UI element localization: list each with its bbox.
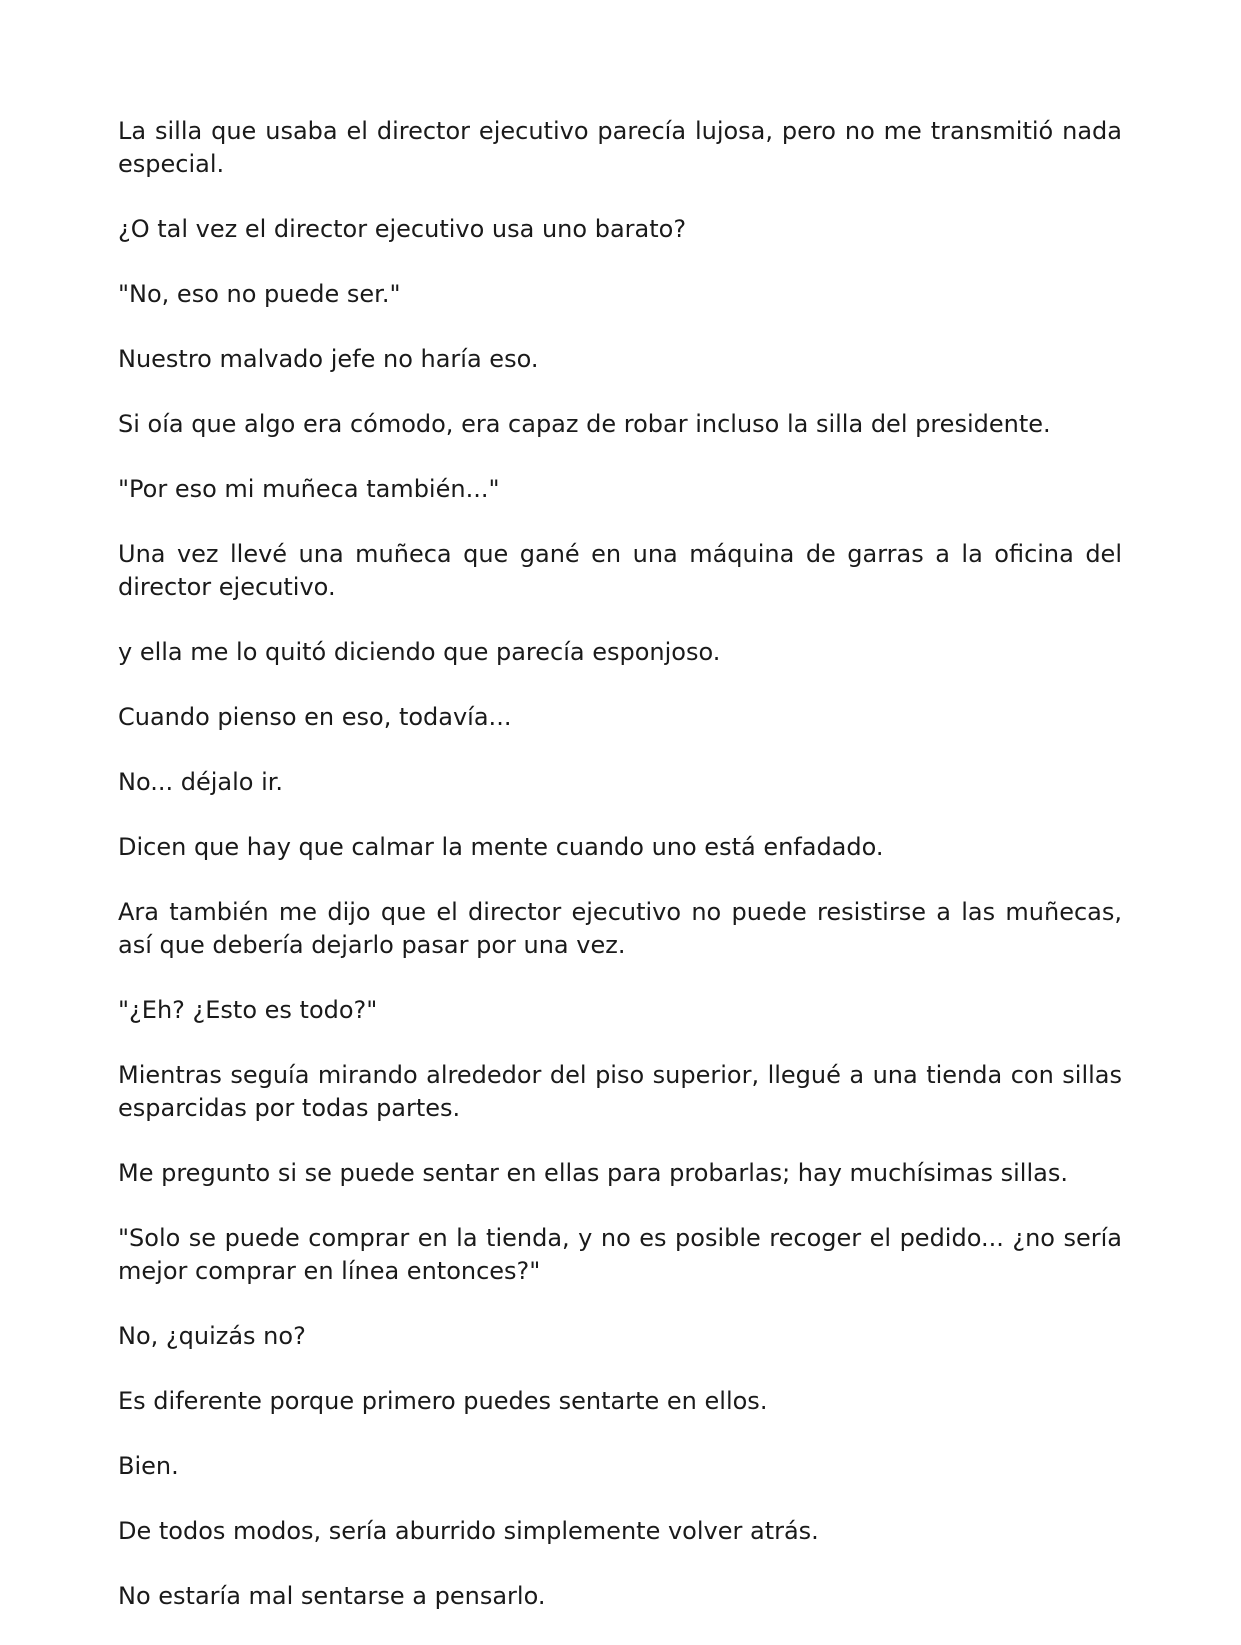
paragraph: Me pregunto si se puede sentar en ellas para probarlas; hay muchísimas sillas. [118,1159,1068,1187]
paragraph: "¿Eh? ¿Esto es todo?" [118,996,378,1024]
paragraph: ¿O tal vez el director ejecutivo usa uno barato? [118,215,687,243]
paragraph: "Por eso mi muñeca también..." [118,475,500,503]
paragraph: No estaría mal sentarse a pensarlo. [118,1582,546,1610]
paragraph: Cuando pienso en eso, todavía... [118,703,512,731]
paragraph: Nuestro malvado jefe no haría eso. [118,345,539,373]
paragraph: Si oía que algo era cómodo, era capaz de robar incluso la silla del presidente. [118,410,1051,438]
paragraph: No... déjalo ir. [118,768,284,796]
paragraph: "Solo se puede comprar en la tienda, y no es posible recoger el pedido... ¿no sería mejor comprar en línea entonces?" [118,1224,1122,1285]
paragraph: "No, eso no puede ser." [118,280,401,308]
document-page [118,115,1122,1645]
paragraph: Una vez llevé una muñeca que gané en una máquina de garras a la oficina del director ejecutivo. [118,540,1122,601]
paragraph: De todos modos, sería aburrido simplemente volver atrás. [118,1517,819,1545]
paragraph: La silla que usaba el director ejecutivo parecía lujosa, pero no me transmitió nada especial. [118,117,1122,178]
paragraph: Dicen que hay que calmar la mente cuando uno está enfadado. [118,833,884,861]
paragraph: Bien. [118,1452,179,1480]
paragraph: Ara también me dijo que el director ejecutivo no puede resistirse a las muñecas, así que debería dejarlo pasar por una vez. [118,898,1122,959]
paragraph: No, ¿quizás no? [118,1322,306,1350]
paragraph: Mientras seguía mirando alrededor del piso superior, llegué a una tienda con sillas esparcidas por todas partes. [118,1061,1122,1122]
paragraph: y ella me lo quitó diciendo que parecía esponjoso. [118,638,721,666]
paragraph: Es diferente porque primero puedes sentarte en ellos. [118,1387,768,1415]
